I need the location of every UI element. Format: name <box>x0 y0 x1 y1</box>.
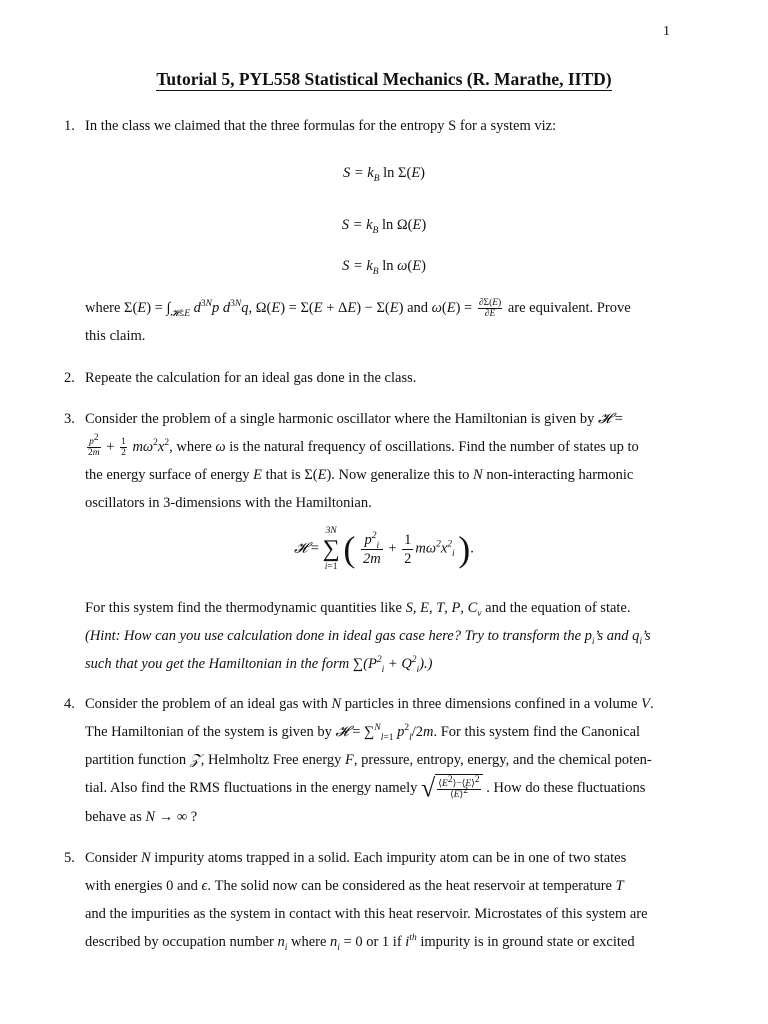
problem-1-closing: this claim. <box>85 328 146 344</box>
small-omega-definition: ω(E) = $\frac{\partial\Sigma(E)}{\partial E}$ <box>431 298 502 320</box>
page-title <box>0 69 768 90</box>
omega-definition: Ω(E) = Σ(E + ΔE) − Σ(E) <box>255 300 404 316</box>
page-number: 1 <box>663 24 670 39</box>
problem-number: 4. <box>64 696 75 712</box>
sigma-definition: $\Sigma(E) = \int_{𝓗\le E}$ $d^{3N}p$ $d^{3N}q$ <box>124 299 249 319</box>
equation-entropy-omega-capital: $S = k_B$ ln Ω(E) <box>341 217 427 236</box>
hint-line-2: such that you get the Hamiltonian in the form $\sum(P^2_i + Q^2_i)$.) <box>85 655 433 675</box>
problem-2 <box>64 364 672 392</box>
title-text: Tutorial 5, PYL558 Statistical Mechanics (R. Marathe, IITD) <box>156 69 612 89</box>
problem-number: 5. <box>64 850 75 866</box>
equation-entropy-omega-small: $S = k_B$ ln ω(E) <box>342 258 426 277</box>
problem-3: 3. Consider the problem of a single harmonic oscillator where the Hamiltonian is given by 𝓗 = $\frac{p^2}{2m}$ + $\frac{1}{2}$ $m\omega^2x^2$, where ω is the natural frequency of oscillations. Find the number of states up to the energy surface of energy E that is Σ(E). Now generalize this to N non-interacting harmonic oscillators in 3-dimensions with the Hamiltonian. <box>64 405 672 517</box>
problem-number: 3. <box>64 411 75 427</box>
problem-number: 1. <box>64 118 75 134</box>
problem-4: 4. Consider the problem of an ideal gas with N particles in three dimensions confined in a volume V. The Hamiltonian of the system is given by 𝓗 = ∑$^N_{l=1}$ $p^2_l/2m$. For this system find the Canonical partition function 𝒵, Helmholtz Free energy F, pressure, entropy, energy, and the chemical poten- tial. Also find the RMS fluctuations in the energy namely √ $\frac{⟨E^2⟩-⟨E⟩^2}{⟨E⟩^2}$ . How do these fluctuations behave as N → ∞ ? <box>64 690 672 831</box>
problem-2-text: Repeate the calculation for an ideal gas done in the class. <box>85 370 417 386</box>
problem-number: 2. <box>64 370 75 386</box>
equation-entropy-sigma: $S = k_B$ ln Σ(E) <box>342 165 426 184</box>
problem-1 <box>64 112 672 140</box>
problem-5: 5. Consider N impurity atoms trapped in a solid. Each impurity atom can be in one of two states with energies 0 and ϵ. The solid now can be considered as the heat reservoir at temperature T and the impurities as the system in contact with this heat reservoir. Microstates of this system are described by occupation number $n_i$ where $n_i = 0$ or 1 if $i^{th}$ impurity is in ground state or excited <box>64 844 672 956</box>
hint-line-1: (Hint: How can you use calculation done in ideal gas case here? Try to transform the $p_i’s$ and $q_i’s$ <box>85 628 651 647</box>
problem-1-intro: In the class we claimed that the three formulas for the entropy S for a system viz: <box>85 118 557 134</box>
rms-fluctuation-expression: √ $\frac{⟨E^2⟩-⟨E⟩^2}{⟨E⟩^2}$ <box>421 774 483 803</box>
problem-1-where: where $\Sigma(E) = \int_{𝓗\le E}$ $d^{3N}p$ $d^{3N}q$, Ω(E) = Σ(E + ΔE) − Σ(E) and ω(E) = $\frac{\partial\Sigma(E)}{\partial E}$ are equivalent. Prove this claim. <box>64 294 672 350</box>
equation-hamiltonian-oscillators: 𝓗 = 3N ∑ i=1 ( $\frac{p^2_i}{2m}$ + $\frac{1}{2}$ $m\omega^2x^2_i$ ). <box>294 526 474 572</box>
problem-3-continued: For this system find the thermodynamic quantities like S, E, T, P, $C_v$ and the equation of state. (Hint: How can you use calculation done in ideal gas case here? Try to transform the $p_i’s$ and $q_i’s$ such that you get the Hamiltonian in the form $\sum(P^2_i + Q^2_i)$.) <box>64 594 672 678</box>
